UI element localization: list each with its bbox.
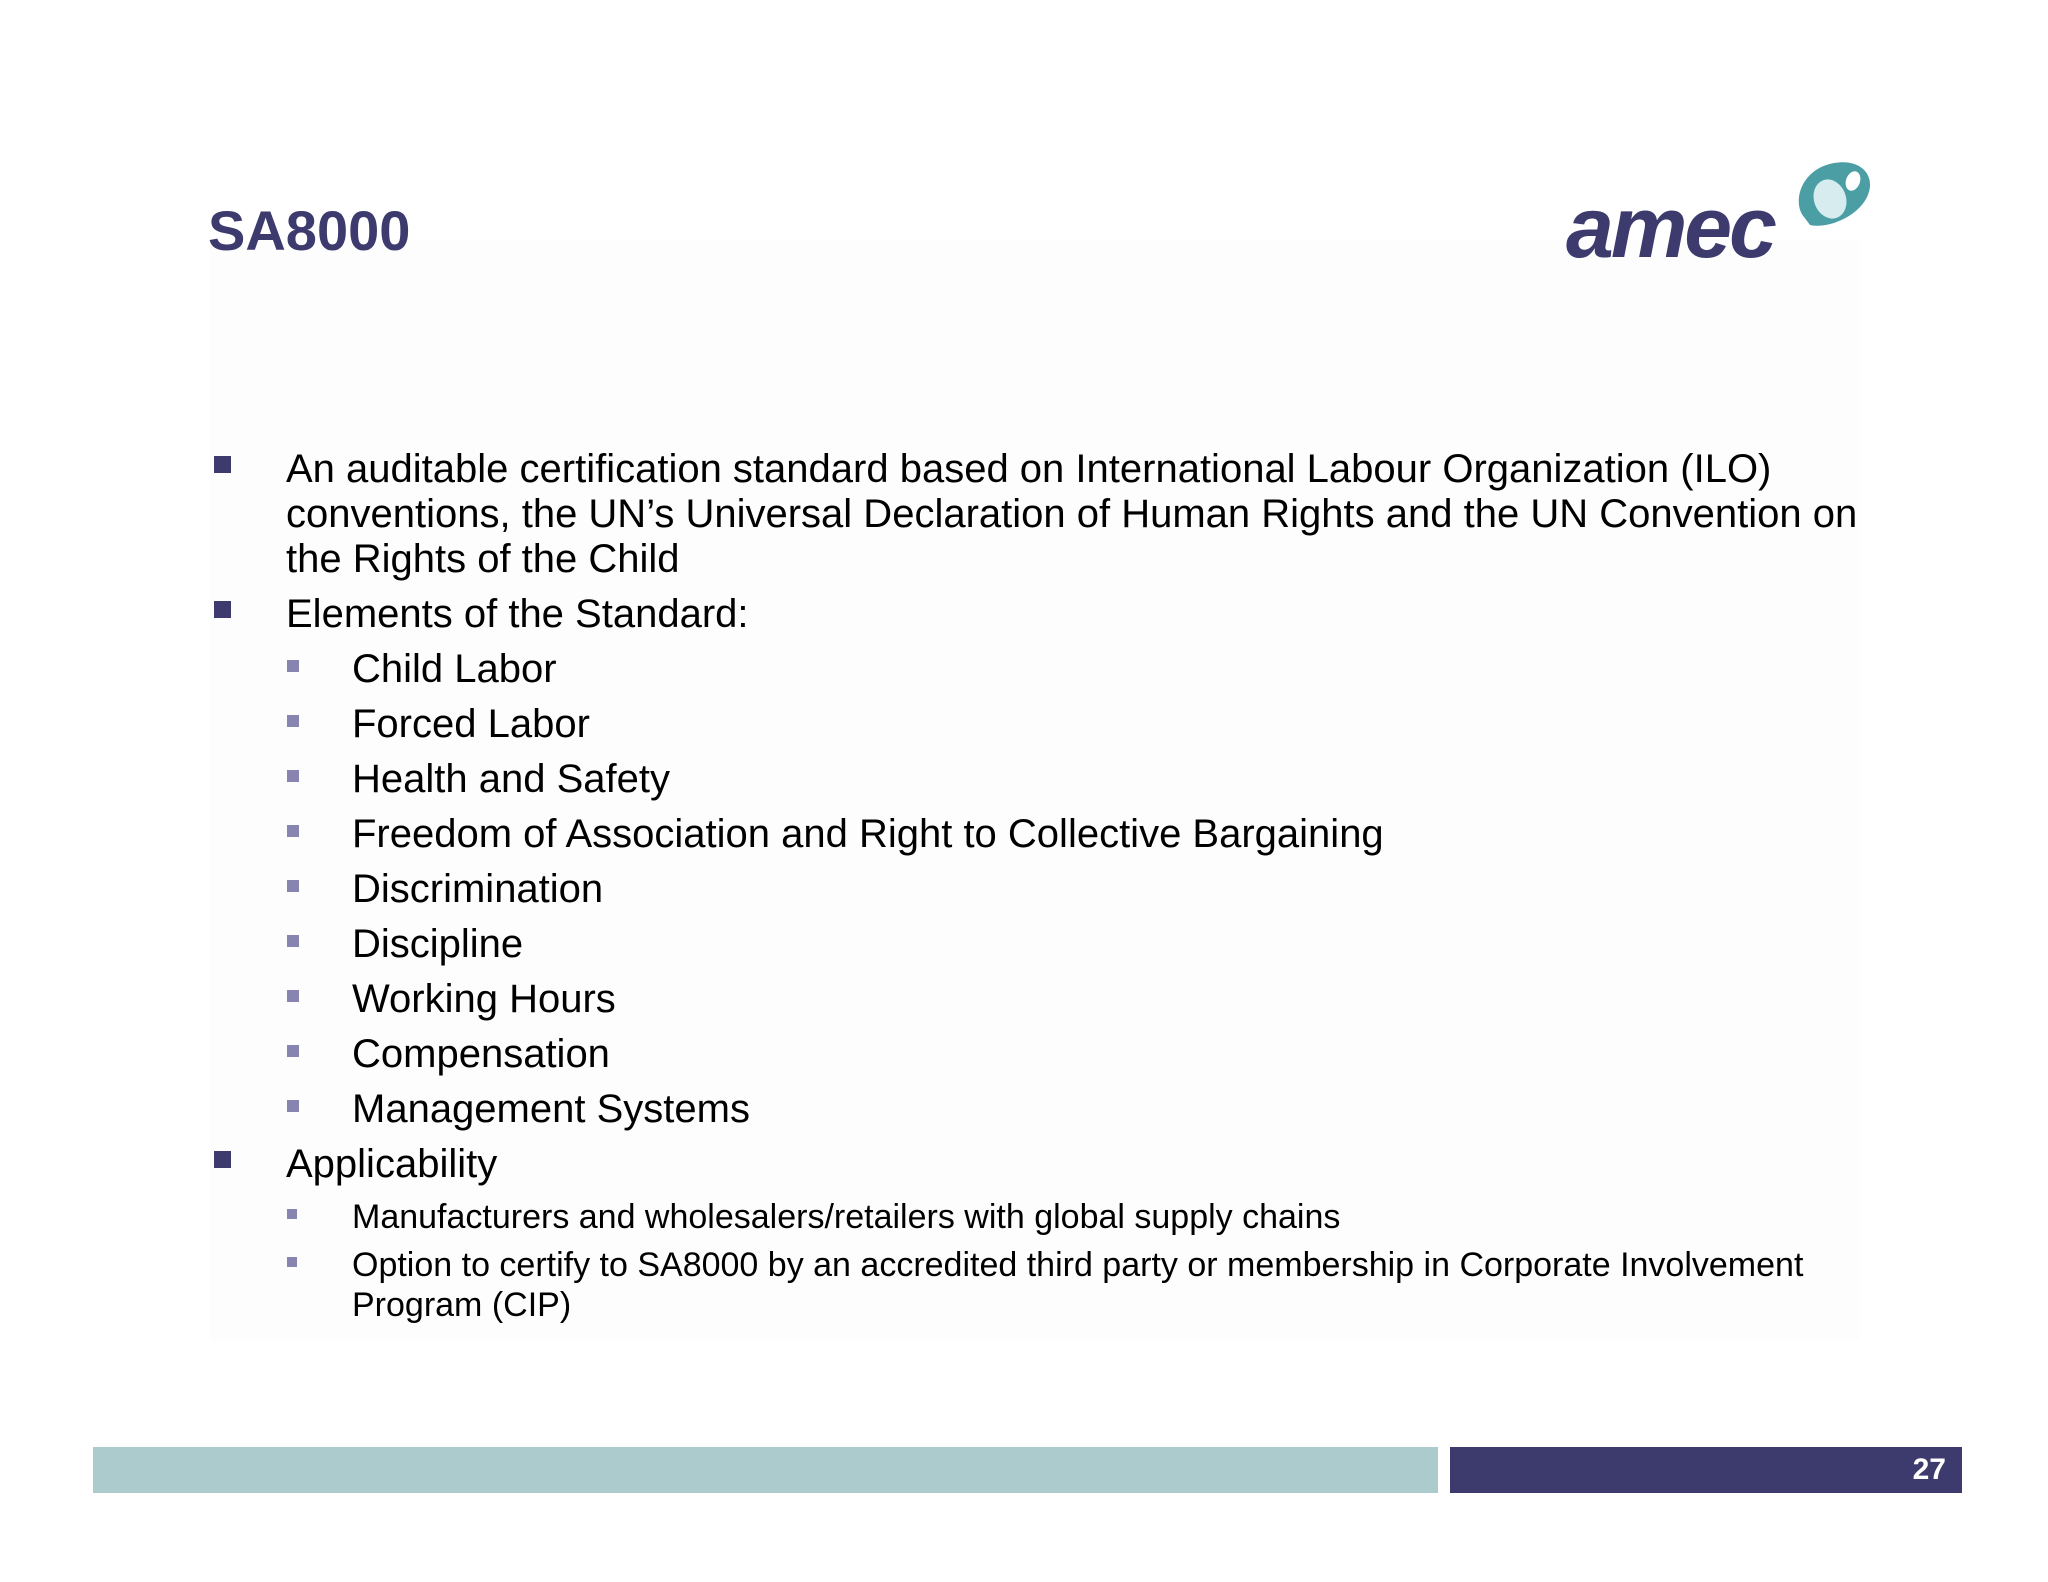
sub-bullet-text: Management Systems [352, 1087, 750, 1131]
sub-bullet-item [210, 1245, 1890, 1325]
sub-bullet-square-icon [287, 1209, 297, 1219]
bullet-square-icon [214, 456, 231, 473]
sub-bullet-item [210, 922, 1890, 967]
page-number: 27 [1912, 1453, 1946, 1486]
sub-bullet-square-icon [287, 1257, 297, 1267]
sub-bullet-square-icon [287, 770, 299, 782]
bullet-text: An auditable certification standard based on International Labour Organization (ILO) conventions, the UN’s Universal Declaration of Human Rights and the UN Convention on the Rights of the Child [286, 447, 1858, 581]
sub-bullet-item [210, 647, 1890, 692]
sub-bullet-square-icon [287, 1100, 299, 1112]
sub-bullet-item [210, 1087, 1890, 1132]
sub-bullet-square-icon [287, 660, 299, 672]
sub-bullet-text: Option to certify to SA8000 by an accredited third party or membership in Corporate Involvement Program (CIP) [352, 1246, 1804, 1324]
sub-bullet-text: Health and Safety [352, 757, 670, 801]
amec-logo [1566, 155, 1876, 275]
sub-bullet-text: Child Labor [352, 647, 557, 691]
bullet-square-icon [214, 601, 231, 618]
sub-bullet-text: Manufacturers and wholesalers/retailers with global supply chains [352, 1198, 1341, 1236]
sub-bullet-item [210, 757, 1890, 802]
sub-bullet-square-icon [287, 1045, 299, 1057]
slide-title: SA8000 [208, 199, 411, 262]
bullet-item [210, 1142, 1890, 1187]
sub-bullet-text: Freedom of Association and Right to Collective Bargaining [352, 812, 1384, 856]
footer-bar-right [1450, 1447, 1962, 1493]
sub-bullet-square-icon [287, 935, 299, 947]
sub-bullet-item [210, 867, 1890, 912]
bullet-text: Applicability [286, 1142, 498, 1186]
sub-bullet-item [210, 1197, 1890, 1237]
sub-bullet-text: Discrimination [352, 867, 604, 911]
logo-wordmark: amec [1566, 180, 1774, 275]
bullet-square-icon [214, 1151, 231, 1168]
sub-bullet-text: Working Hours [352, 977, 616, 1021]
sub-bullet-item [210, 812, 1890, 857]
bullet-text: Elements of the Standard: [286, 592, 749, 636]
sub-bullet-item [210, 702, 1890, 747]
bullet-item [210, 447, 1890, 582]
sub-bullet-square-icon [287, 715, 299, 727]
sub-bullet-text: Discipline [352, 922, 524, 966]
sub-bullet-text: Forced Labor [352, 702, 590, 746]
sub-bullet-item [210, 977, 1890, 1022]
sub-bullet-square-icon [287, 880, 299, 892]
sub-bullet-square-icon [287, 825, 299, 837]
sub-bullet-square-icon [287, 990, 299, 1002]
sub-bullet-item [210, 1032, 1890, 1077]
footer-bar-left [93, 1447, 1438, 1493]
sub-bullet-text: Compensation [352, 1032, 610, 1076]
bullet-list [210, 447, 1890, 1333]
logo-drop-icon [1799, 162, 1870, 226]
bullet-item [210, 592, 1890, 637]
